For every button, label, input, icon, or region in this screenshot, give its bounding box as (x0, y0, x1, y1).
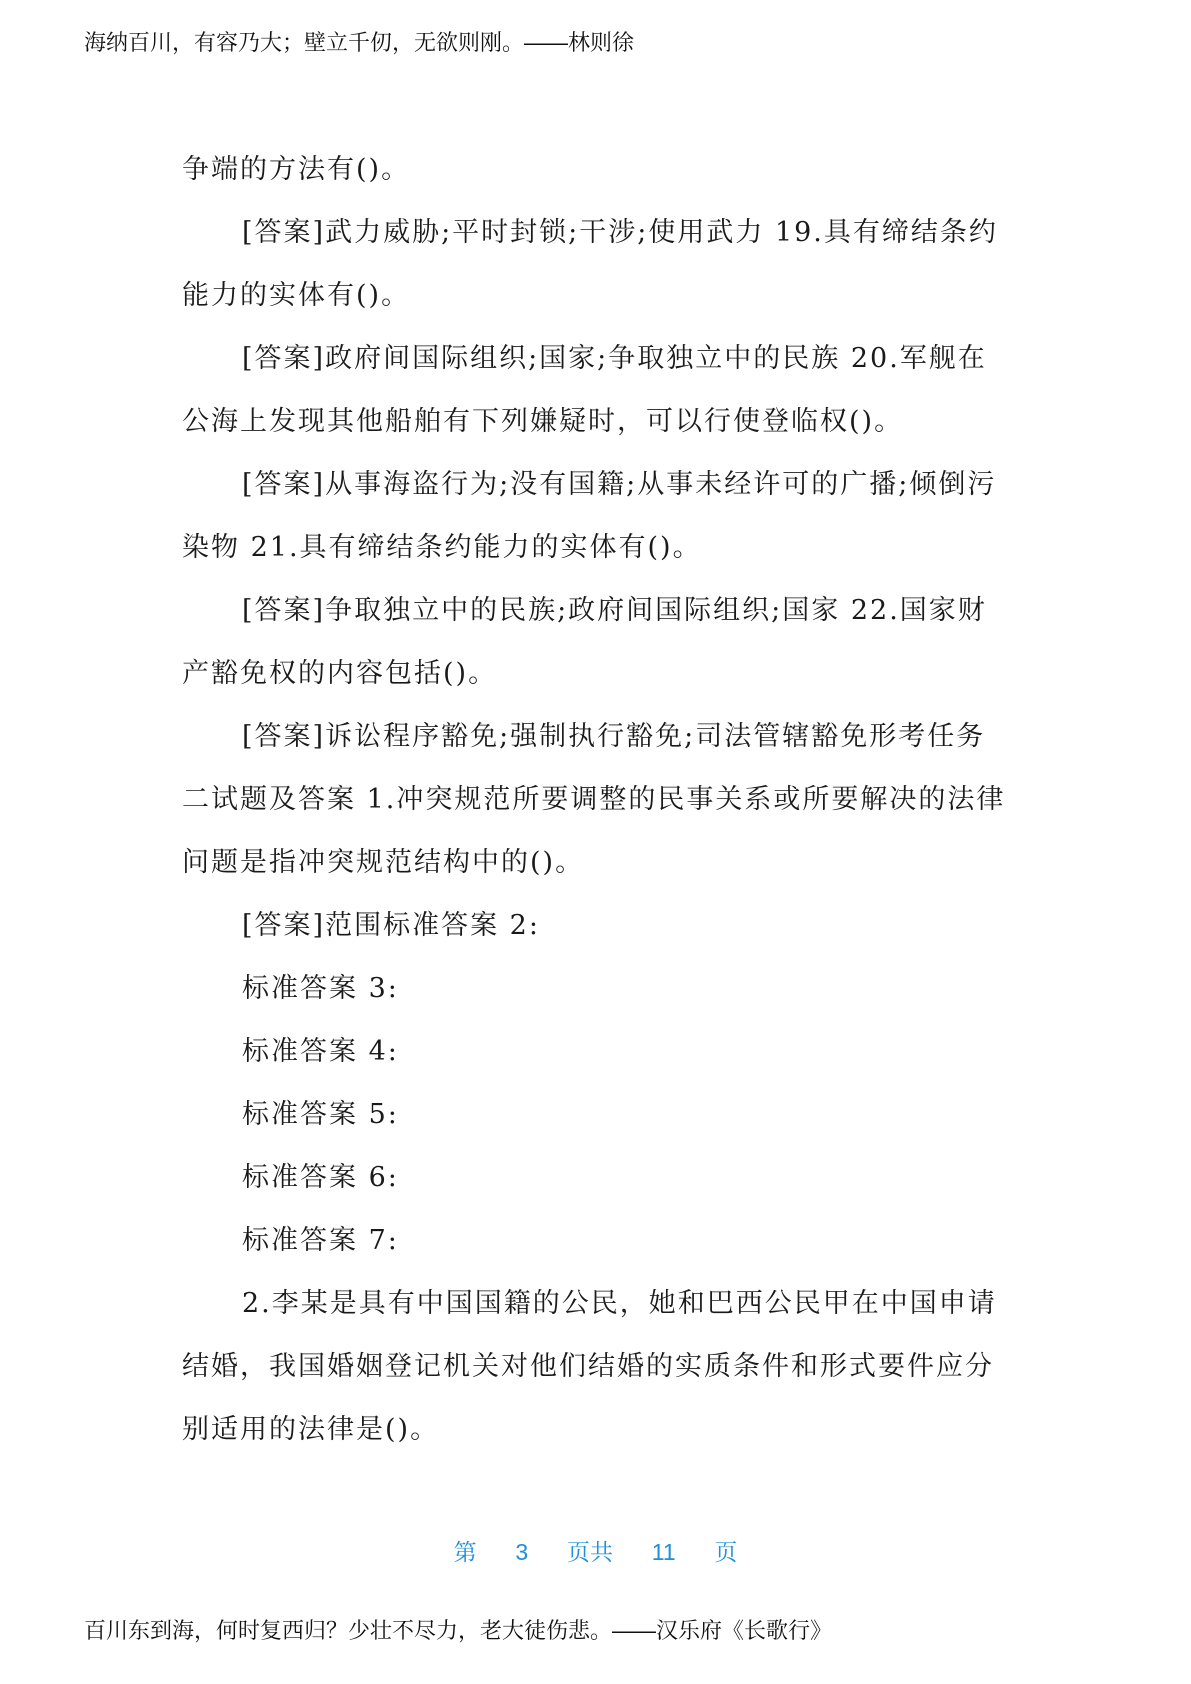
paragraph: [答案]诉讼程序豁免;强制执行豁免;司法管辖豁免形考任务二试题及答案 1.冲突规范所要调整的民事关系或所要解决的法律问题是指冲突规范结构中的()。 (182, 721, 1006, 878)
paragraph: 争端的方法有()。 (182, 154, 411, 185)
paragraph: [答案]范围标准答案 2: (242, 910, 540, 941)
paragraph: 标准答案 5: (242, 1099, 399, 1130)
header-quote: 海纳百川，有容乃大；壁立千仞，无欲则刚。——林则徐 (84, 30, 635, 55)
paragraph: 标准答案 3: (242, 973, 399, 1004)
paragraph: [答案]争取独立中的民族;政府间国际组织;国家 22.国家财产豁免权的内容包括()。 (182, 595, 987, 689)
page-number-prefix: 第 (453, 1539, 477, 1565)
current-page: 3 (515, 1539, 529, 1565)
page-number (0, 1537, 1191, 1567)
footer-quote: 百川东到海，何时复西归？少壮不尽力，老大徒伤悲。——汉乐府《长歌行》 (84, 1618, 833, 1643)
paragraph: [答案]从事海盗行为;没有国籍;从事未经许可的广播;倾倒污染物 21.具有缔结条约能力的实体有()。 (182, 469, 997, 563)
paragraph: 2.李某是具有中国国籍的公民，她和巴西公民甲在中国申请结婚，我国婚姻登记机关对他们结婚的实质条件和形式要件应分别适用的法律是()。 (182, 1288, 997, 1445)
paragraph: [答案]政府间国际组织;国家;争取独立中的民族 20.军舰在公海上发现其他船舶有下列嫌疑时，可以行使登临权()。 (182, 343, 987, 437)
total-pages: 11 (651, 1539, 676, 1565)
page-number-middle: 页共 (566, 1539, 613, 1565)
page-number-suffix: 页 (714, 1539, 738, 1565)
paragraph: 标准答案 6: (242, 1162, 399, 1193)
paragraph: 标准答案 4: (242, 1036, 399, 1067)
paragraph: 标准答案 7: (242, 1225, 399, 1256)
document-body (182, 138, 1012, 1461)
paragraph: [答案]武力威胁;平时封锁;干涉;使用武力 19.具有缔结条约能力的实体有()。 (182, 217, 998, 311)
